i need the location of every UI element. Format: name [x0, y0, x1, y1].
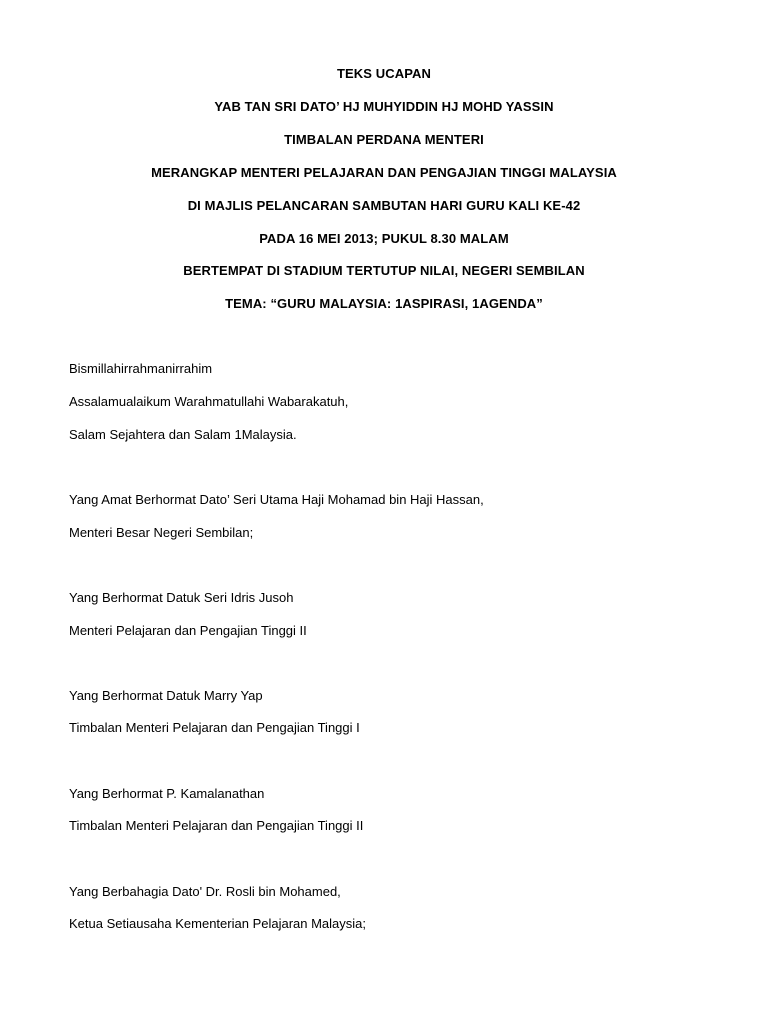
salutation-name: Yang Berhormat P. Kamalanathan [69, 786, 265, 801]
header-line-position: TIMBALAN PERDANA MENTERI [284, 132, 484, 147]
header-line-theme: TEMA: “GURU MALAYSIA: 1ASPIRASI, 1AGENDA” [225, 296, 543, 311]
salutation-title: Menteri Pelajaran dan Pengajian Tinggi II [69, 623, 307, 638]
header-line-date: PADA 16 MEI 2013; PUKUL 8.30 MALAM [259, 231, 509, 246]
salutation-title: Menteri Besar Negeri Sembilan; [69, 525, 254, 540]
greeting-1malaysia: Salam Sejahtera dan Salam 1Malaysia. [69, 427, 297, 442]
salutation-name: Yang Berbahagia Dato' Dr. Rosli bin Mohamed, [69, 884, 341, 899]
salutation-name: Yang Berhormat Datuk Marry Yap [69, 688, 263, 703]
header-line-speaker: YAB TAN SRI DATO’ HJ MUHYIDDIN HJ MOHD YASSIN [214, 99, 554, 114]
header-line-ministry: MERANGKAP MENTERI PELAJARAN DAN PENGAJIAN TINGGI MALAYSIA [151, 165, 617, 180]
salutation-title: Timbalan Menteri Pelajaran dan Pengajian Tinggi I [69, 720, 360, 735]
header-line-venue: BERTEMPAT DI STADIUM TERTUTUP NILAI, NEGERI SEMBILAN [183, 263, 585, 278]
header-line-title: TEKS UCAPAN [336, 66, 432, 81]
salutation-title: Timbalan Menteri Pelajaran dan Pengajian Tinggi II [69, 818, 364, 833]
salutation-title: Ketua Setiausaha Kementerian Pelajaran Malaysia; [69, 916, 367, 931]
greeting-bismillah: Bismillahirrahmanirrahim [69, 361, 213, 376]
header-line-event: DI MAJLIS PELANCARAN SAMBUTAN HARI GURU KALI KE-42 [187, 198, 581, 213]
salutation-name: Yang Amat Berhormat Dato’ Seri Utama Haji Mohamad bin Haji Hassan, [69, 492, 484, 507]
greeting-salam: Assalamualaikum Warahmatullahi Wabarakatuh, [69, 394, 349, 409]
salutation-name: Yang Berhormat Datuk Seri Idris Jusoh [69, 590, 294, 605]
